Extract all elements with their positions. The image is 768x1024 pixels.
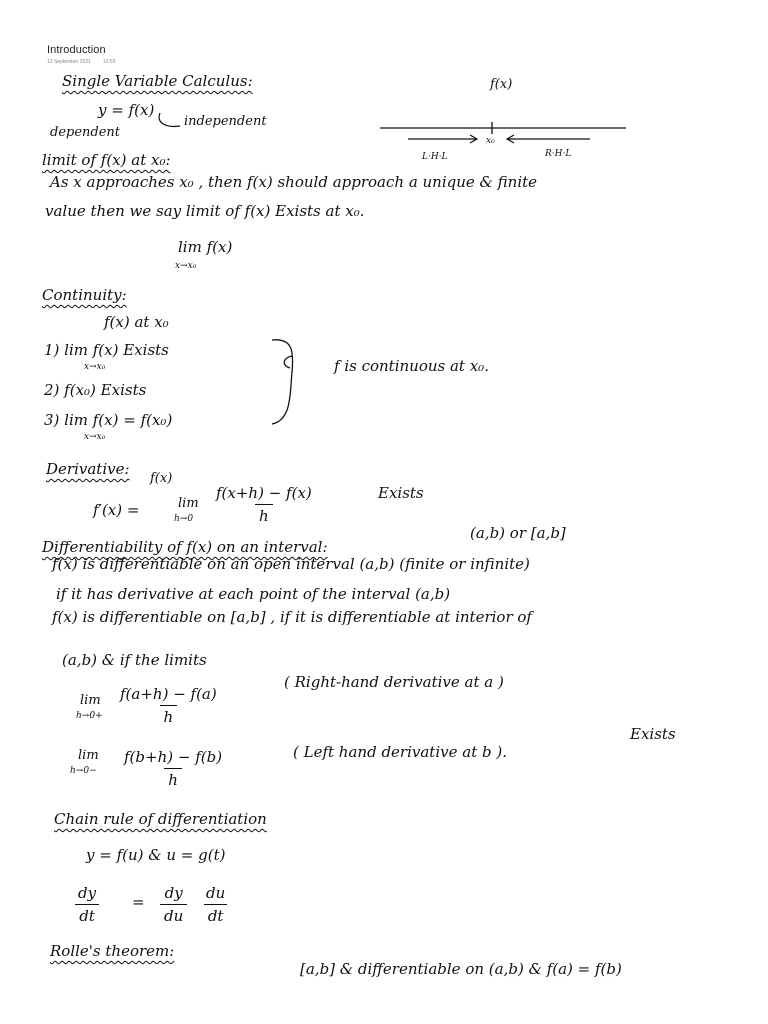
chain-dy-du	[160, 884, 187, 925]
lhd-lim: lim	[78, 748, 99, 763]
continuity-item-3-sub: x→x₀	[84, 432, 106, 442]
rhd-denominator: h	[160, 705, 178, 726]
continuity-item-3: 3) lim f(x) = f(x₀)	[44, 411, 173, 429]
rolle-line: [a,b] & differentiable on (a,b) & f(a) = f(b)	[300, 960, 622, 978]
chain-dy: dy	[78, 884, 97, 902]
page-title: Introduction	[47, 44, 106, 56]
chain-du-2: du	[206, 884, 226, 902]
chain-dt: dt	[75, 904, 99, 925]
differentiability-intervals: (a,b) or [a,b]	[470, 524, 566, 542]
diagram-fx: f(x)	[490, 77, 513, 92]
continuity-conclusion: f is continuous at x₀.	[334, 357, 489, 375]
chain-equals: =	[132, 893, 145, 911]
derivative-lhs: f′(x) =	[93, 501, 140, 519]
chain-dt-2: dt	[204, 904, 228, 925]
rhd-fraction	[116, 685, 221, 726]
diagram-lhl: L·H·L	[422, 152, 448, 162]
limit-lim: lim f(x)	[178, 238, 233, 256]
chain-rule-line: y = f(u) & u = g(t)	[86, 846, 226, 864]
rhd-lim: lim	[80, 693, 101, 708]
diagram-x0: x₀	[486, 136, 495, 146]
continuity-item-2: 2) f(x₀) Exists	[44, 381, 147, 399]
page-date: 13 September 2021	[47, 59, 91, 65]
rhd-label: ( Right-hand derivative at a )	[284, 673, 504, 691]
differentiability-line-2: if it has derivative at each point of the interval (a,b)	[56, 585, 451, 603]
independent-hook	[159, 113, 180, 126]
chain-du: du	[160, 904, 187, 925]
diagram-rhl: R·H·L	[545, 149, 572, 159]
continuity-item-1: 1) lim f(x) Exists	[44, 341, 169, 359]
chain-dy-dt	[74, 884, 100, 925]
limit-line-1: As x approaches x₀ , then f(x) should approach a unique & finite	[50, 173, 538, 191]
single-variable-heading: Single Variable Calculus:	[62, 72, 253, 90]
page-time: 10:55	[102, 59, 116, 65]
derivative-numerator: f(x+h) − f(x)	[216, 484, 312, 502]
derivative-lim: lim	[178, 496, 199, 511]
lhd-fraction	[120, 748, 226, 789]
differentiability-line-1: f(x) is differentiable on an open interval (a,b) (finite or infinite)	[52, 555, 530, 573]
limit-sub: x→x₀	[175, 261, 197, 271]
derivative-fx: f(x)	[150, 471, 173, 486]
limits-exist: Exists	[630, 725, 676, 743]
differentiability-line-3: f(x) is differentiable on [a,b] , if it is differentiable at interior of	[52, 608, 532, 626]
continuity-fx-at: f(x) at x₀	[104, 313, 169, 331]
derivative-denominator: h	[255, 504, 273, 525]
chain-dy-2: dy	[164, 884, 183, 902]
derivative-sub: h→0	[174, 514, 194, 524]
continuity-heading: Continuity:	[42, 286, 127, 304]
lhd-numerator: f(b+h) − f(b)	[124, 748, 223, 766]
lhd-denominator: h	[164, 768, 182, 789]
differentiability-line-4: (a,b) & if the limits	[62, 651, 207, 669]
chain-du-dt	[202, 884, 229, 925]
lhd-label: ( Left hand derivative at b ).	[293, 743, 507, 761]
rhd-numerator: f(a+h) − f(a)	[120, 685, 217, 703]
independent-label: independent	[184, 114, 267, 129]
continuity-item-1-sub: x→x₀	[84, 362, 106, 372]
rhd-sub: h→0+	[76, 711, 103, 721]
derivative-exists: Exists	[378, 484, 424, 502]
differentiability-heading: Differentiability of f(x) on an interval:	[42, 538, 328, 556]
lhd-sub: h→0−	[70, 766, 97, 776]
limit-heading: limit of f(x) at x₀:	[42, 151, 171, 169]
continuity-brace	[272, 340, 293, 424]
y-equals-fx: y = f(x)	[98, 101, 155, 119]
rolle-heading: Rolle's theorem:	[50, 942, 175, 960]
chain-rule-heading: Chain rule of differentiation	[54, 810, 267, 828]
limit-line-2: value then we say limit of f(x) Exists at x₀.	[45, 202, 365, 220]
derivative-fraction	[212, 484, 316, 525]
brace-curl	[284, 356, 292, 368]
dependent-label: dependent	[50, 125, 121, 140]
derivative-heading: Derivative:	[46, 460, 130, 478]
